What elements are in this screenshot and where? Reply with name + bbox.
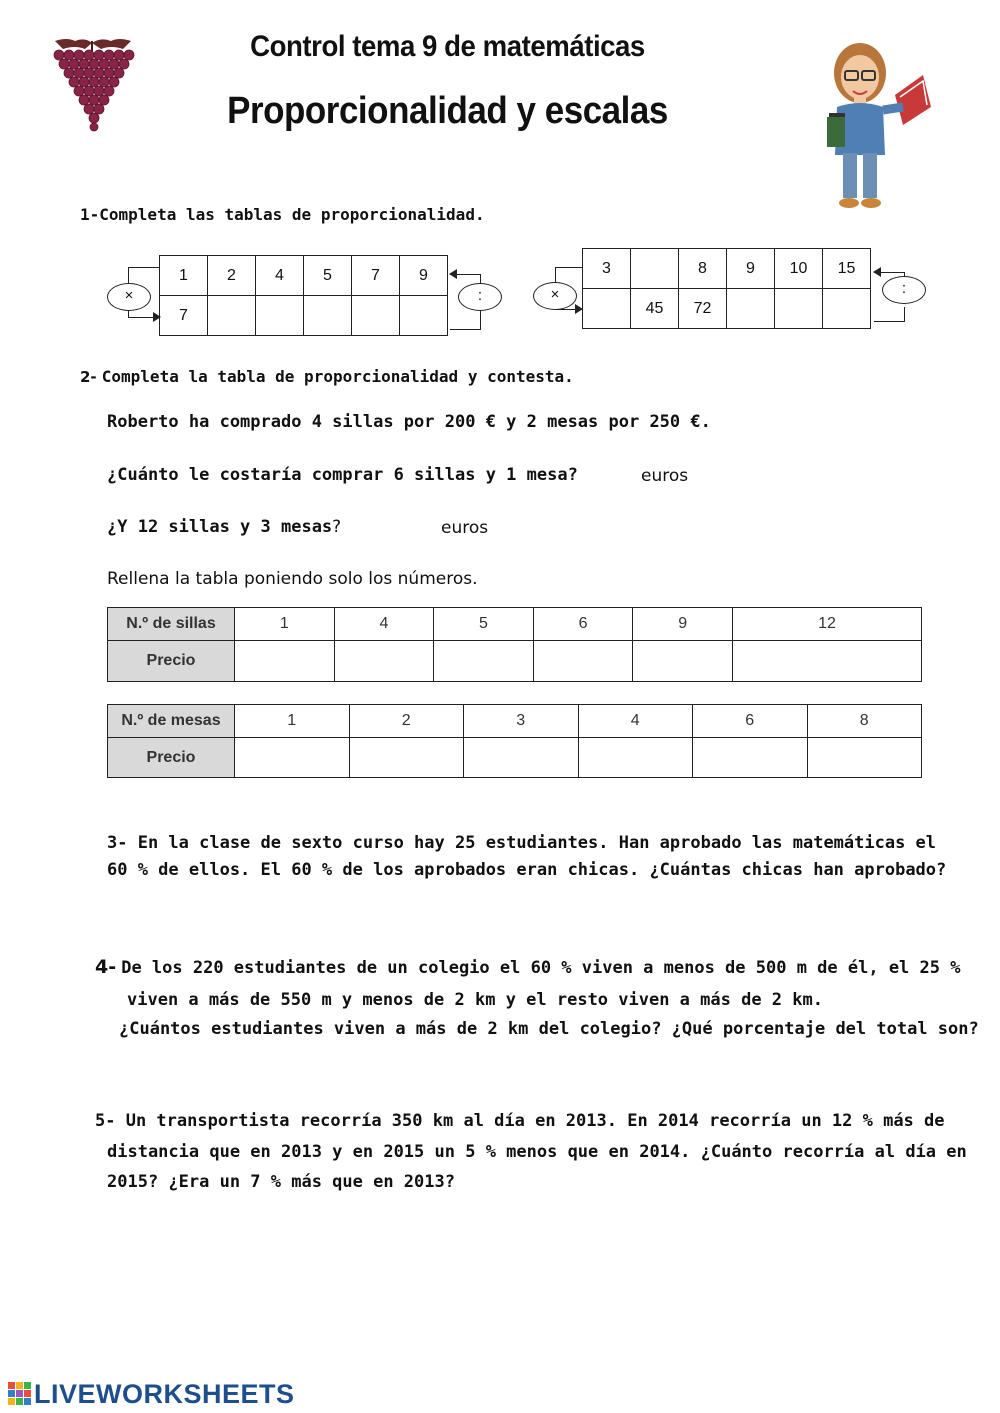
table-cell: 15 [823,249,871,289]
q2-question2 [107,517,341,537]
table-cell: 72 [679,289,727,329]
q1b-connector-right-bottom [874,307,905,322]
q4-number: 4- [95,956,117,978]
q2-question2-mark: ? [332,517,342,537]
q1-label: 1-Completa las tablas de proporcionalidad. [80,205,485,224]
table-cell: 8 [807,705,922,738]
table-cell: 6 [533,608,633,641]
logo-text: LIVEWORKSHEETS [34,1378,295,1409]
q4-line1: De los 220 estudiantes de un colegio el 60 % viven a menos de 500 m de él, el 25 % [121,958,961,978]
q3-answer-input[interactable] [880,872,980,898]
answer-cell[interactable] [304,296,352,336]
multiply-oval-a: × [107,283,151,311]
divide-oval-a: : [458,283,502,311]
answer-cell[interactable] [578,738,693,778]
table-cell: 7 [352,256,400,296]
q4-line1-wrap [95,956,960,978]
q5-line3: 2015? ¿Era un 7 % más que en 2013? [107,1172,455,1192]
chairs-table [107,607,922,682]
answer-cell[interactable] [775,289,823,329]
q2-number: 2- [80,368,97,386]
q3-line2: 60 % de ellos. El 60 % de los aprobados eran chicas. ¿Cuántas chicas han aprobado? [107,860,947,880]
answer-cell[interactable] [352,296,400,336]
q3-line1: 3- En la clase de sexto curso hay 25 estudiantes. Han aprobado las matemáticas el [107,833,937,853]
q2-title: Completa la tabla de proporcionalidad y contesta. [101,367,574,386]
answer-cell[interactable] [693,738,808,778]
answer-cell[interactable] [334,641,434,682]
table-cell: 1 [235,705,350,738]
answer-cell[interactable] [727,289,775,329]
answer-cell[interactable] [533,641,633,682]
q2-unit2: euros [441,518,489,538]
table-cell: 9 [727,249,775,289]
q1-table-b [582,248,871,329]
arrow-left-icon [873,267,881,277]
divide-oval-b: : [882,276,926,304]
table-cell: 8 [679,249,727,289]
answer-cell[interactable] [400,296,448,336]
answer-cell[interactable] [235,641,335,682]
q2-instruction: Rellena la tabla poniendo solo los números. [107,569,478,589]
answer-cell[interactable] [807,738,922,778]
tables-table [107,704,922,778]
answer-cell[interactable] [583,289,631,329]
table-cell: 1 [235,608,335,641]
q5-line2: distancia que en 2013 y en 2015 un 5 % menos que en 2014. ¿Cuánto recorría al día en [107,1142,967,1162]
answer-cell[interactable] [434,641,534,682]
q4-line2: viven a más de 550 m y menos de 2 km y el resto viven a más de 2 km. [127,990,823,1010]
chairs-header: N.º de sillas [108,608,235,641]
table-cell: 7 [160,296,208,336]
q2-question1: ¿Cuánto le costaría comprar 6 sillas y 1 mesa? [107,465,578,485]
table-cell: 10 [775,249,823,289]
table-cell: 12 [732,608,921,641]
table-cell: 45 [631,289,679,329]
q5-line1: 5- Un transportista recorría 350 km al día en 2013. En 2014 recorría un 12 % más de [95,1111,945,1131]
table-cell: 2 [208,256,256,296]
answer-cell[interactable] [732,641,921,682]
q4-line3: ¿Cuántos estudiantes viven a más de 2 km del colegio? ¿Qué porcentaje del total son? [119,1019,979,1039]
teacher-avatar [815,35,945,215]
answer-cell[interactable] [256,296,304,336]
answer-cell[interactable] [823,289,871,329]
tables-price-label: Precio [108,738,235,778]
table-cell: 6 [693,705,808,738]
table-cell: 3 [583,249,631,289]
q2-statement: Roberto ha comprado 4 sillas por 200 € y 2 mesas por 250 €. [107,412,711,432]
table-cell: 9 [400,256,448,296]
q2-unit1: euros [641,466,689,486]
answer-cell[interactable] [349,738,464,778]
answer-cell[interactable] [235,738,350,778]
q2-label [80,367,574,386]
liveworksheets-logo[interactable] [8,1380,295,1408]
chairs-price-label: Precio [108,641,235,682]
arrow-left-icon [449,269,457,279]
table-cell: 2 [349,705,464,738]
tables-header: N.º de mesas [108,705,235,738]
table-cell: 1 [160,256,208,296]
table-cell: 4 [578,705,693,738]
table-cell: 4 [256,256,304,296]
answer-cell[interactable] [208,296,256,336]
table-cell: 9 [633,608,733,641]
q2-answer2-input[interactable] [340,514,430,540]
table-cell: 4 [334,608,434,641]
worksheet-subtitle: Proporcionalidad y escalas [227,90,668,132]
q1-table-a [159,255,448,336]
q2-answer1-input[interactable] [545,462,635,488]
answer-cell[interactable] [633,641,733,682]
multiply-oval-b: × [533,282,577,310]
answer-cell[interactable] [631,249,679,289]
table-cell: 5 [434,608,534,641]
worksheet-title: Control tema 9 de matemáticas [250,30,645,63]
answer-cell[interactable] [464,738,579,778]
q2-question2-text: ¿Y 12 sillas y 3 mesas [107,517,333,537]
table-cell: 3 [464,705,579,738]
liveworksheets-icon [8,1382,32,1406]
table-cell: 5 [304,256,352,296]
